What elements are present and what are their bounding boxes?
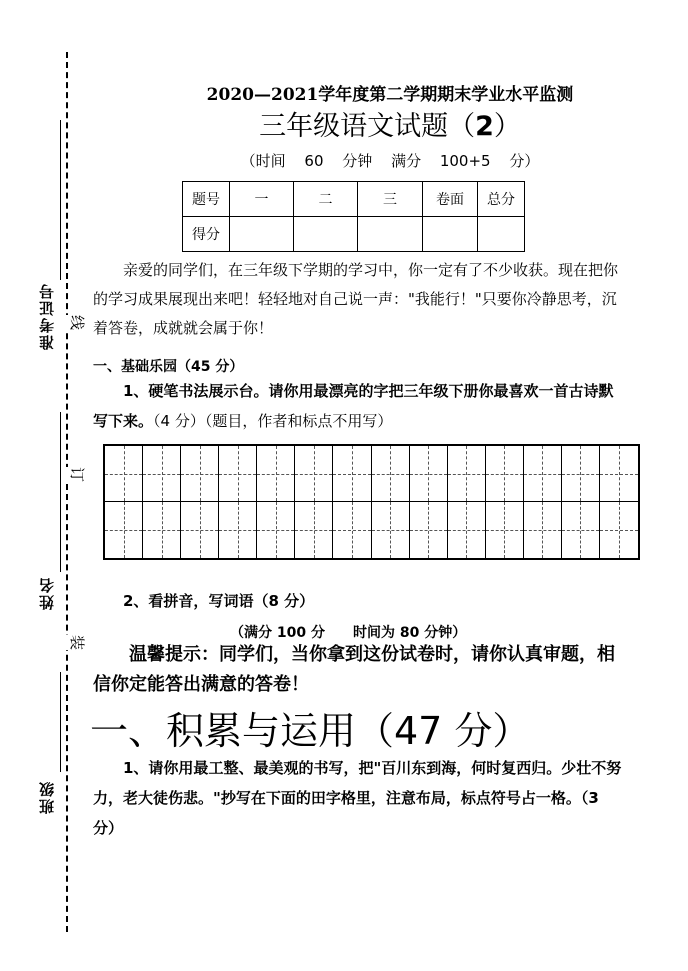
class-label: 班级 [38,780,56,814]
grid-cell[interactable] [219,446,257,502]
grid-cell[interactable] [410,502,448,558]
grid-cell[interactable] [257,446,295,502]
score-row-label: 得分 [183,217,230,252]
grid-cell[interactable] [600,446,638,502]
score-table-header: 二 [294,182,358,217]
grid-cell[interactable] [486,502,524,558]
writing-grid[interactable] [103,444,640,560]
section-heading: 一、基础乐园（45 分） [93,359,244,375]
score-table-header-row [183,182,525,217]
grid-cell[interactable] [257,502,295,558]
grid-cell[interactable] [105,502,143,558]
question-2-text: 2、看拼音，写词语（8 分） [123,592,315,610]
time-note: （满分 100 分 时间为 80 分钟） [230,625,467,641]
score-cell[interactable] [230,217,294,252]
grid-cell[interactable] [295,502,333,558]
score-cell[interactable] [358,217,423,252]
exam-year-title: 2020—2021学年度第二学期期末学业水平监测 [206,85,574,105]
score-table [182,181,525,252]
grid-cell[interactable] [372,446,410,502]
exam-number: 2 [475,111,494,142]
grid-cell[interactable] [219,502,257,558]
name-blank[interactable] [60,412,61,572]
score-cell[interactable] [423,217,478,252]
grid-cell[interactable] [333,446,371,502]
binding-label-ding: 订 [65,467,90,482]
score-table-score-row [183,217,525,252]
grid-cell[interactable] [143,446,181,502]
big-section-heading: 一、积累与运用（47 分） [90,709,531,753]
question-1 [93,376,623,436]
score-table-header: 卷面 [423,182,478,217]
grid-cell[interactable] [105,446,143,502]
score-table-header: 总分 [478,182,525,217]
exam-title-text: 三年级语文试题（ [259,111,476,142]
exam-title [100,104,680,143]
score-info: 满分 100+5 分） [391,152,540,170]
copy-question: 1、请你用最工整、最美观的书写，把"百川东到海，何时复西归。少壮不努力，老大徒伤悲。"抄写在下面的田字格里，注意布局，标点符号占一格。（3 分） [93,759,622,837]
grid-cell[interactable] [181,446,219,502]
score-cell[interactable] [294,217,358,252]
score-cell[interactable] [478,217,525,252]
grid-cell[interactable] [524,502,562,558]
binding-dashed-line [66,52,68,932]
grid-cell[interactable] [333,502,371,558]
grid-cell[interactable] [372,502,410,558]
score-table-header: 三 [358,182,423,217]
id-number-label: 准考证号 [38,282,56,350]
grid-cell[interactable] [486,446,524,502]
exam-subtitle [100,150,680,171]
question-2 [93,586,623,616]
grid-cell[interactable] [448,502,486,558]
score-table-header: 题号 [183,182,230,217]
binding-label-line: 线 [65,315,90,330]
grid-cell[interactable] [181,502,219,558]
binding-label-zhuang: 装 [65,635,90,650]
id-number-blank[interactable] [60,120,61,280]
warm-hint: 温馨提示：同学们，当你拿到这份试卷时，请你认真审题，相信你定能答出满意的答卷！ [93,644,615,695]
grid-cell[interactable] [562,446,600,502]
grid-cell[interactable] [143,502,181,558]
class-blank[interactable] [60,672,61,772]
grid-cell[interactable] [562,502,600,558]
grid-cell[interactable] [448,446,486,502]
exam-title-end: ） [493,111,521,142]
grid-cell[interactable] [600,502,638,558]
intro-paragraph: 亲爱的同学们，在三年级下学期的学习中，你一定有了不少收获。现在把你的学习成果展现出来吧！轻轻地对自己说一声："我能行！"只要你冷静思考，沉着答卷，成就就会属于你！ [93,261,619,337]
grid-cell[interactable] [295,446,333,502]
grid-cell[interactable] [524,446,562,502]
time-info: （时间 60 分钟 [240,152,373,170]
name-label: 姓名 [38,576,56,610]
question-1-text: 1、硬笔书法展示台。请你用最漂亮的字把三年级下册你最喜欢一首古诗默写下来。 [93,382,614,430]
grid-cell[interactable] [410,446,448,502]
score-table-header: 一 [230,182,294,217]
question-1-note: （4 分）（题目，作者和标点不用写） [153,412,393,430]
